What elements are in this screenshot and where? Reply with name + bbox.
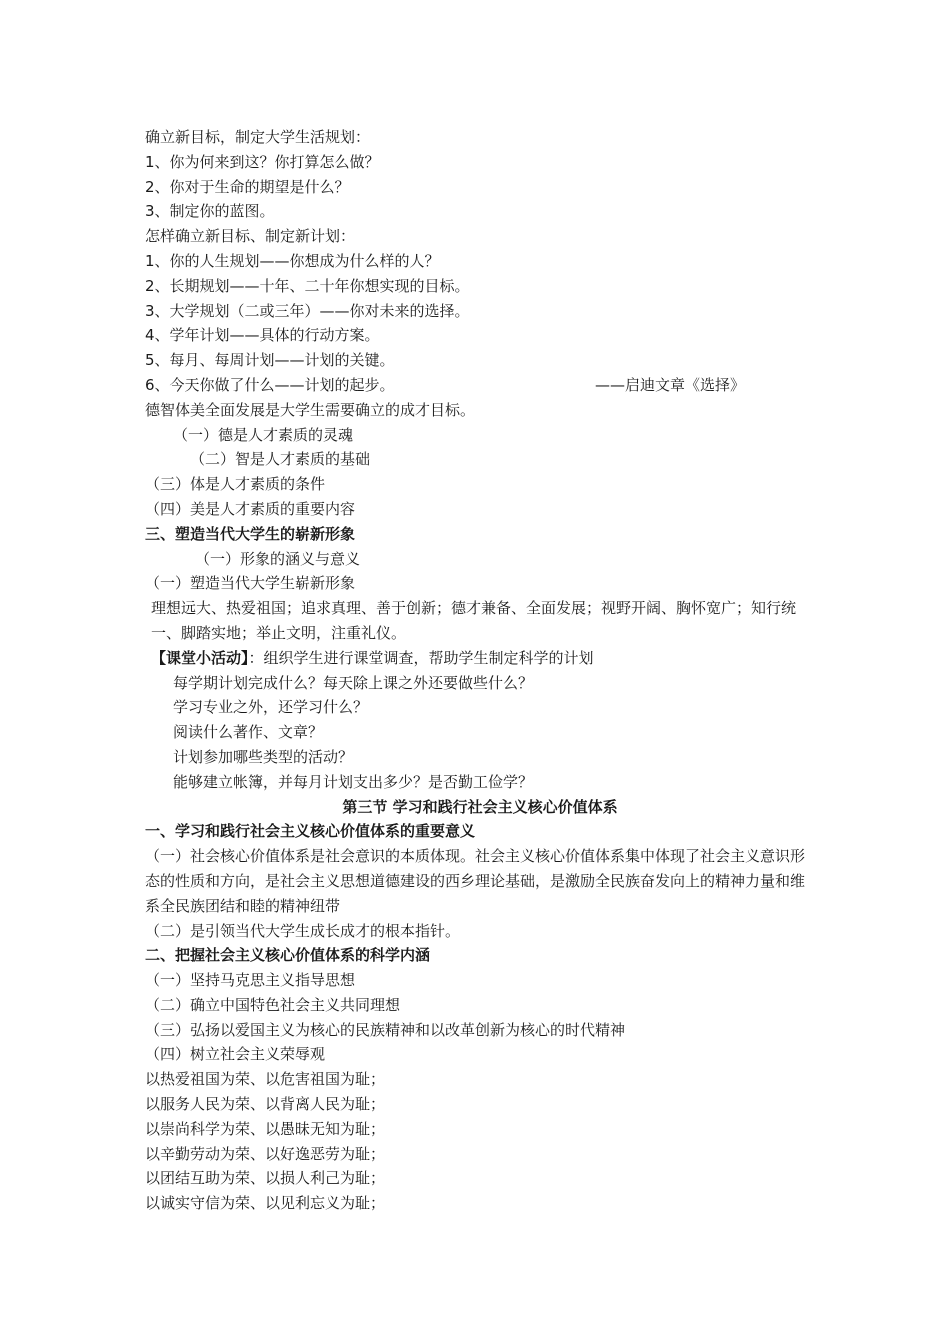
list-item: 4、学年计划——具体的行动方案。 <box>145 326 380 345</box>
list-item: 2、你对于生命的期望是什么？ <box>145 177 350 196</box>
sub-item: （一）德是人才素质的灵魂 <box>173 425 354 444</box>
activity-label: 【课堂小活动】 <box>151 648 249 667</box>
question-item: 学习专业之外，还学习什么？ <box>173 698 369 717</box>
list-item: 1、你的人生规划——你想成为什么样的人？ <box>145 251 440 270</box>
paragraph: 怎样确立新目标、制定新计划： <box>145 227 356 246</box>
activity-heading <box>145 646 815 671</box>
document-body <box>145 125 815 1216</box>
list-item: 3、大学规划（二或三年）——你对未来的选择。 <box>145 301 470 320</box>
question-item: 每学期计划完成什么？每天除上课之外还要做些什么？ <box>173 673 534 692</box>
sub-item: （三）体是人才素质的条件 <box>145 475 326 494</box>
honor-item: 以服务人民为荣、以背离人民为耻； <box>145 1095 386 1114</box>
activity-text: ：组织学生进行课堂调查，帮助学生制定科学的计划 <box>248 648 594 667</box>
section-heading: 二、把握社会主义核心价值体系的科学内涵 <box>145 946 431 965</box>
honor-item: 以辛勤劳动为荣、以好逸恶劳为耻； <box>145 1144 386 1163</box>
sub-item: （四）树立社会主义荣辱观 <box>145 1045 326 1064</box>
paragraph: 确立新目标，制定大学生活规划： <box>145 128 371 146</box>
list-item: 2、长期规划——十年、二十年你想实现的目标。 <box>145 276 470 295</box>
sub-item: （二）是引领当代大学生成长成才的根本指针。 <box>145 921 461 940</box>
section-heading: 三、塑造当代大学生的崭新形象 <box>145 524 356 543</box>
list-item-text: 6、今天你做了什么——计划的起步。 <box>145 375 395 394</box>
paragraph: 德智体美全面发展是大学生需要确立的成才目标。 <box>145 400 476 419</box>
sub-item: （一）塑造当代大学生崭新形象 <box>145 574 356 593</box>
honor-item: 以诚实守信为荣、以见利忘义为耻； <box>145 1194 386 1213</box>
sub-item: （四）美是人才素质的重要内容 <box>145 499 356 518</box>
list-item: 3、制定你的蓝图。 <box>145 202 275 221</box>
sub-item: （一）形象的涵义与意义 <box>195 549 361 568</box>
section-heading: 一、学习和践行社会主义核心价值体系的重要意义 <box>145 822 476 841</box>
list-item: 1、你为何来到这？你打算怎么做？ <box>145 152 380 171</box>
honor-item: 以崇尚科学为荣、以愚昧无知为耻； <box>145 1119 386 1138</box>
paragraph: （一）社会核心价值体系是社会意识的本质体现。社会主义核心价值体系集中体现了社会主义意识形态的性质和方向，是社会主义思想道德建设的西乡理论基础，是激励全民族奋发向上的精神力量和维系全民族团结和睦的精神纽带 <box>145 847 806 915</box>
honor-item: 以团结互助为荣、以损人利己为耻； <box>145 1169 386 1188</box>
sub-item: （二）智是人才素质的基础 <box>190 450 371 469</box>
paragraph: 理想远大、热爱祖国；追求真理、善于创新；德才兼备、全面发展；视野开阔、胸怀宽广；知行统一、脚踏实地；举止文明，注重礼仪。 <box>151 599 797 642</box>
question-item: 阅读什么著作、文章？ <box>173 723 324 742</box>
sub-item: （三）弘扬以爱国主义为核心的民族精神和以改革创新为核心的时代精神 <box>145 1020 626 1039</box>
honor-item: 以热爱祖国为荣、以危害祖国为耻； <box>145 1070 386 1089</box>
question-item: 计划参加哪些类型的活动？ <box>173 747 354 766</box>
sub-item: （二）确立中国特色社会主义共同理想 <box>145 995 401 1014</box>
quote-attribution: ——启迪文章《选择》 <box>595 375 746 394</box>
question-item: 能够建立帐簿，并每月计划支出多少？是否勤工俭学？ <box>173 772 534 791</box>
list-item: 5、每月、每周计划——计划的关键。 <box>145 351 395 370</box>
sub-item: （一）坚持马克思主义指导思想 <box>145 971 356 990</box>
section-title: 第三节 学习和践行社会主义核心价值体系 <box>342 797 618 816</box>
list-item-with-quote <box>145 373 815 398</box>
